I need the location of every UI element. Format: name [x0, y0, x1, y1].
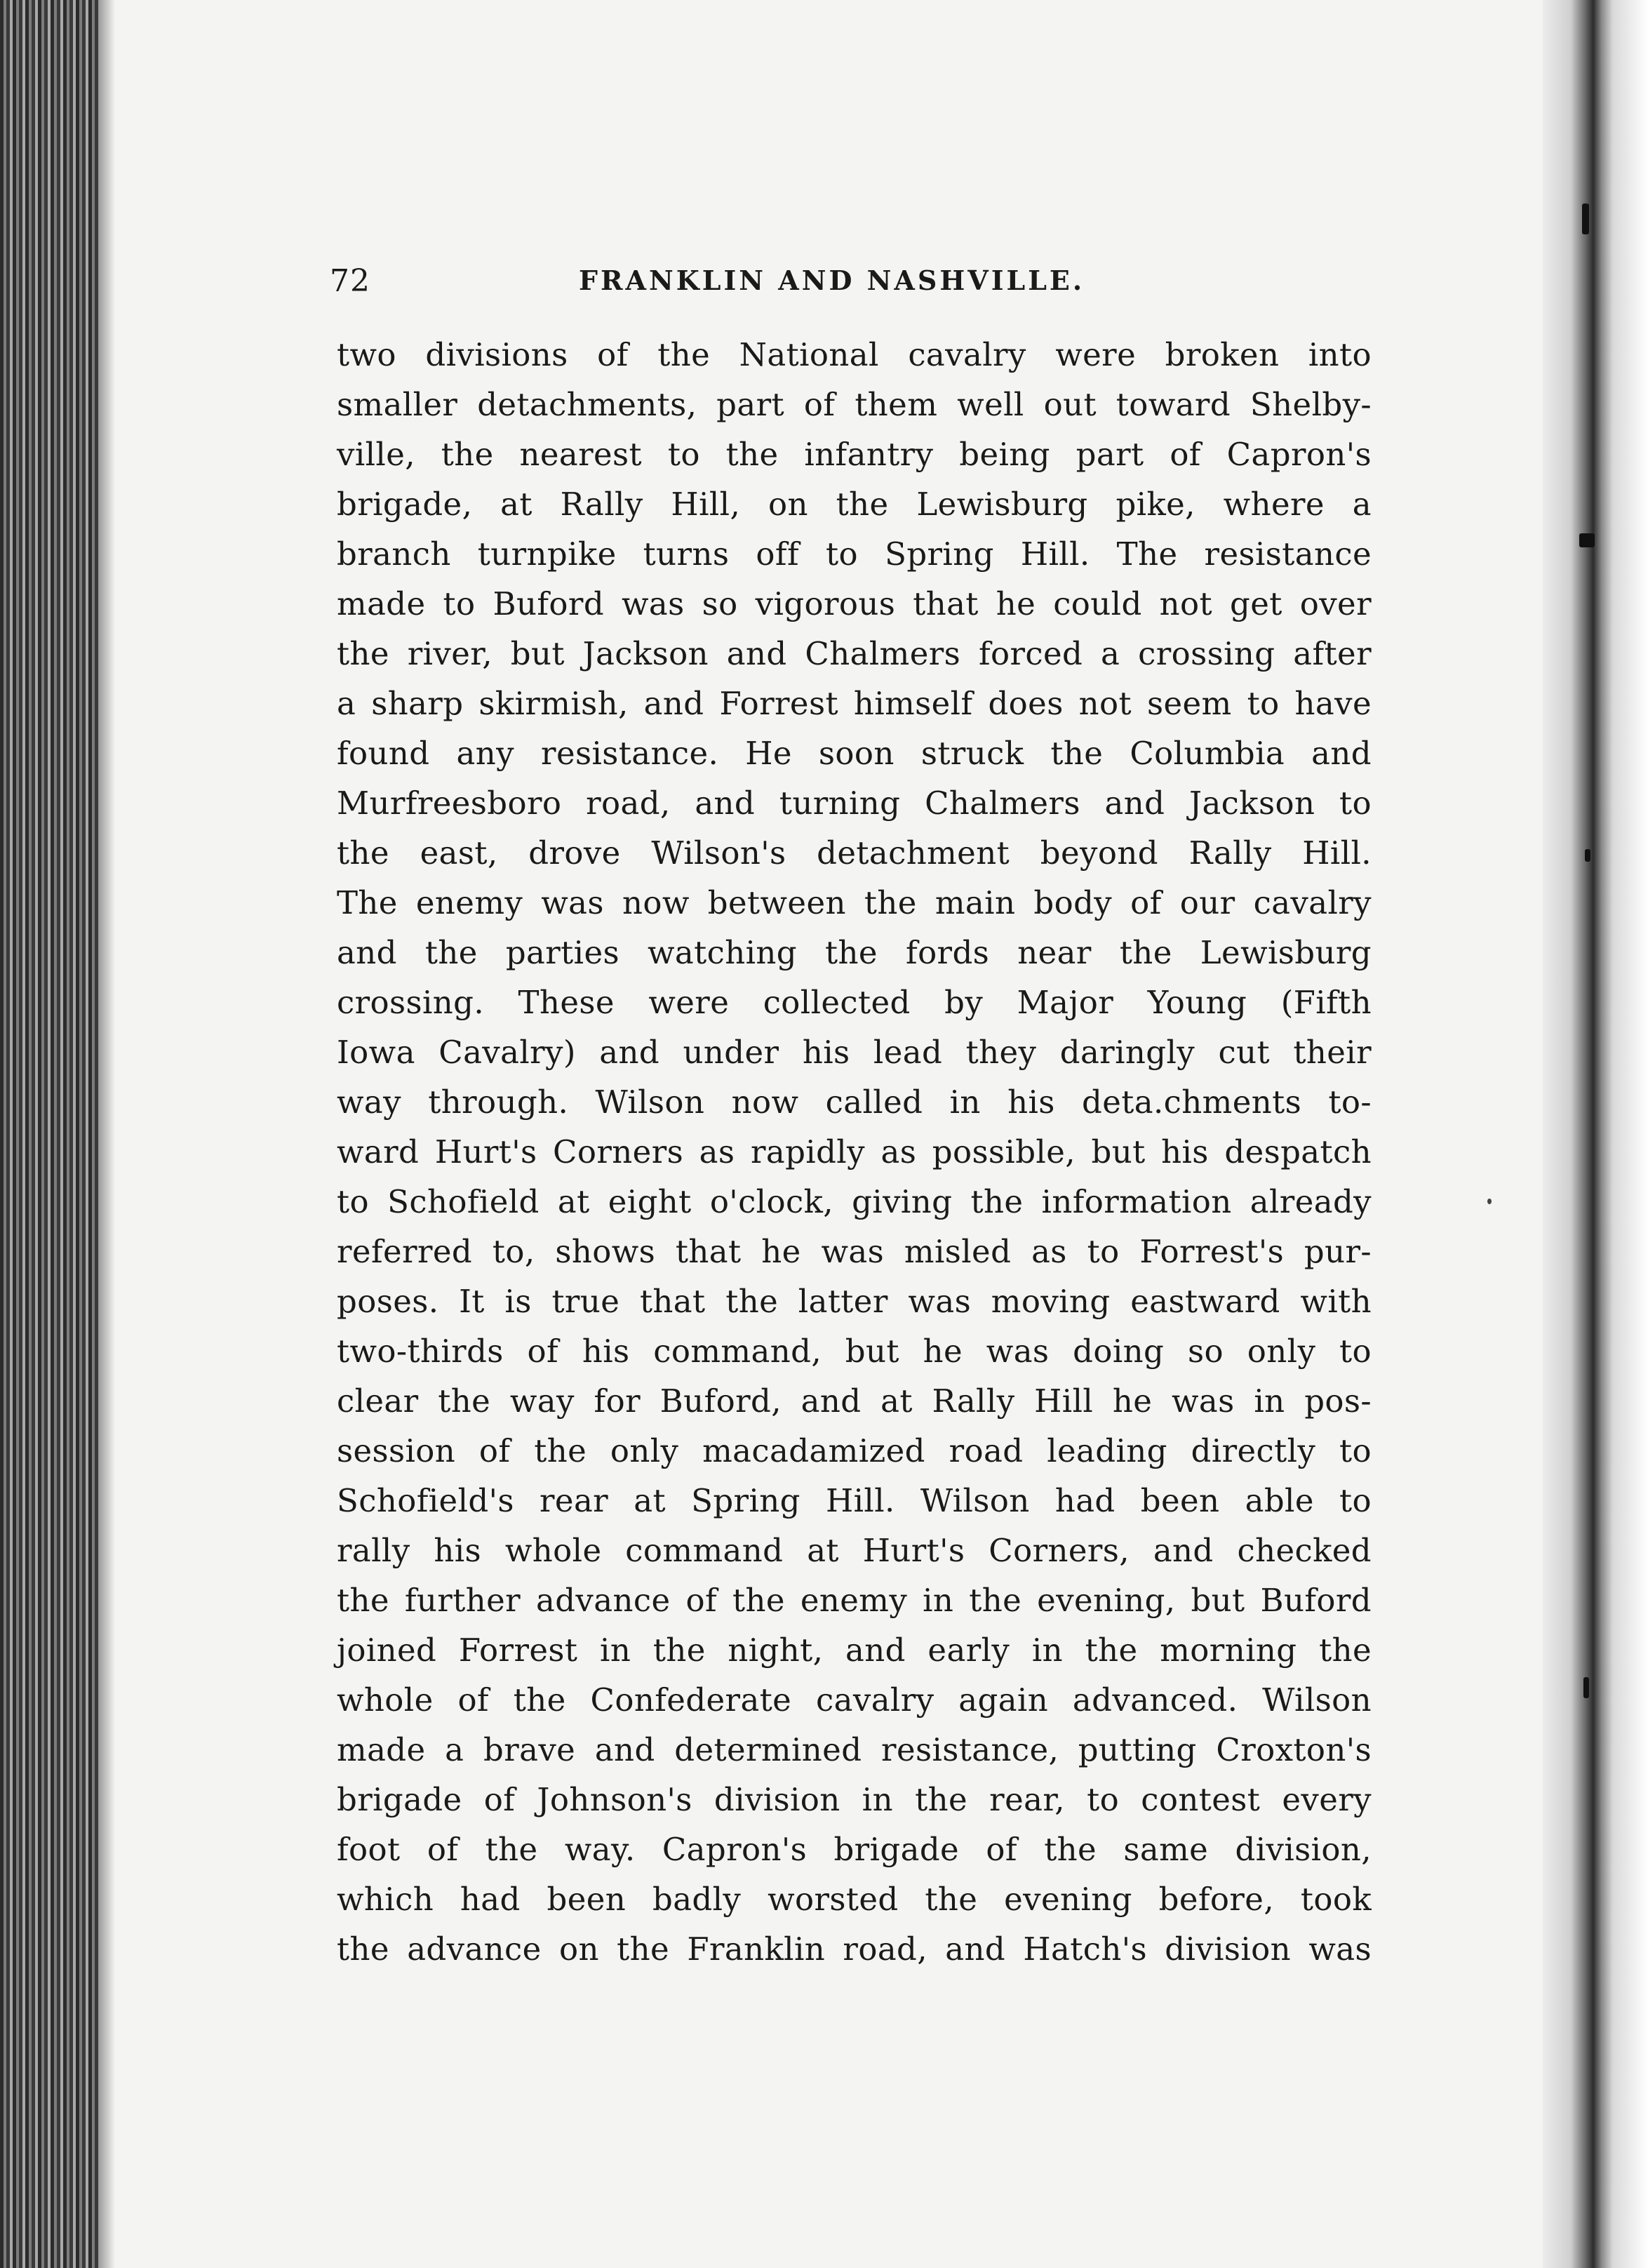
page-number: 72: [330, 263, 370, 299]
text-line: which had been badly worsted the evening before, took: [337, 1881, 1372, 1918]
text-line: the east, drove Wilson's detachment beyond Rally Hill.: [337, 834, 1372, 872]
text-line: a sharp skirmish, and Forrest himself does not seem to have: [337, 685, 1372, 722]
text-line: made to Buford was so vigorous that he could not get over: [337, 585, 1372, 622]
text-line: branch turnpike turns off to Spring Hill. The resistance: [337, 535, 1372, 573]
text-line: session of the only macadamized road leading directly to: [337, 1432, 1372, 1469]
text-line: ward Hurt's Corners as rapidly as possible, but his despatch: [337, 1133, 1372, 1170]
text-line: the advance on the Franklin road, and Hatch's division was: [337, 1930, 1372, 1968]
text-line: to Schofield at eight o'clock, giving the information already: [337, 1183, 1372, 1220]
text-line: smaller detachments, part of them well out toward Shelby-: [337, 386, 1372, 423]
text-line: made a brave and determined resistance, putting Croxton's: [337, 1731, 1372, 1768]
text-line: poses. It is true that the latter was moving eastward with: [337, 1283, 1372, 1320]
edge-mark: [1579, 533, 1595, 547]
running-head: [330, 263, 1389, 305]
text-line: and the parties watching the fords near the Lewisburg: [337, 934, 1372, 971]
text-line: brigade of Johnson's division in the rear, to contest every: [337, 1781, 1372, 1818]
edge-mark: [1585, 849, 1590, 862]
edge-mark: [1582, 204, 1589, 234]
text-line: two divisions of the National cavalry were broken into: [337, 336, 1372, 373]
edge-mark: [1583, 1677, 1589, 1698]
text-line: whole of the Confederate cavalry again advanced. Wilson: [337, 1681, 1372, 1719]
body-text: [337, 330, 1372, 1974]
text-line: joined Forrest in the night, and early in the morning the: [337, 1632, 1372, 1669]
text-line: Schofield's rear at Spring Hill. Wilson had been able to: [337, 1482, 1372, 1519]
text-line: two-thirds of his command, but he was doing so only to: [337, 1333, 1372, 1370]
text-line: way through. Wilson now called in his deta.chments to-: [337, 1083, 1372, 1121]
right-binding-edge: [1543, 0, 1648, 2268]
text-line: the river, but Jackson and Chalmers forced a crossing after: [337, 635, 1372, 672]
text-line: found any resistance. He soon struck the Columbia and: [337, 735, 1372, 772]
text-line: the further advance of the enemy in the evening, but Buford: [337, 1582, 1372, 1619]
text-line: rally his whole command at Hurt's Corners, and checked: [337, 1532, 1372, 1569]
text-line: brigade, at Rally Hill, on the Lewisburg pike, where a: [337, 486, 1372, 523]
text-line: crossing. These were collected by Major Young (Fifth: [337, 984, 1372, 1021]
text-line: referred to, shows that he was misled as to Forrest's pur-: [337, 1233, 1372, 1270]
text-line: Iowa Cavalry) and under his lead they daringly cut their: [337, 1034, 1372, 1071]
left-page-edges: [0, 0, 98, 2268]
text-line: clear the way for Buford, and at Rally Hill he was in pos-: [337, 1382, 1372, 1420]
text-line: Murfreesboro road, and turning Chalmers and Jackson to: [337, 785, 1372, 822]
text-line: ville, the nearest to the infantry being part of Capron's: [337, 436, 1372, 473]
scan-speck: [1487, 1199, 1492, 1204]
text-line: The enemy was now between the main body of our cavalry: [337, 884, 1372, 921]
text-line: foot of the way. Capron's brigade of the same division,: [337, 1831, 1372, 1868]
running-title: FRANKLIN AND NASHVILLE.: [579, 265, 1085, 296]
